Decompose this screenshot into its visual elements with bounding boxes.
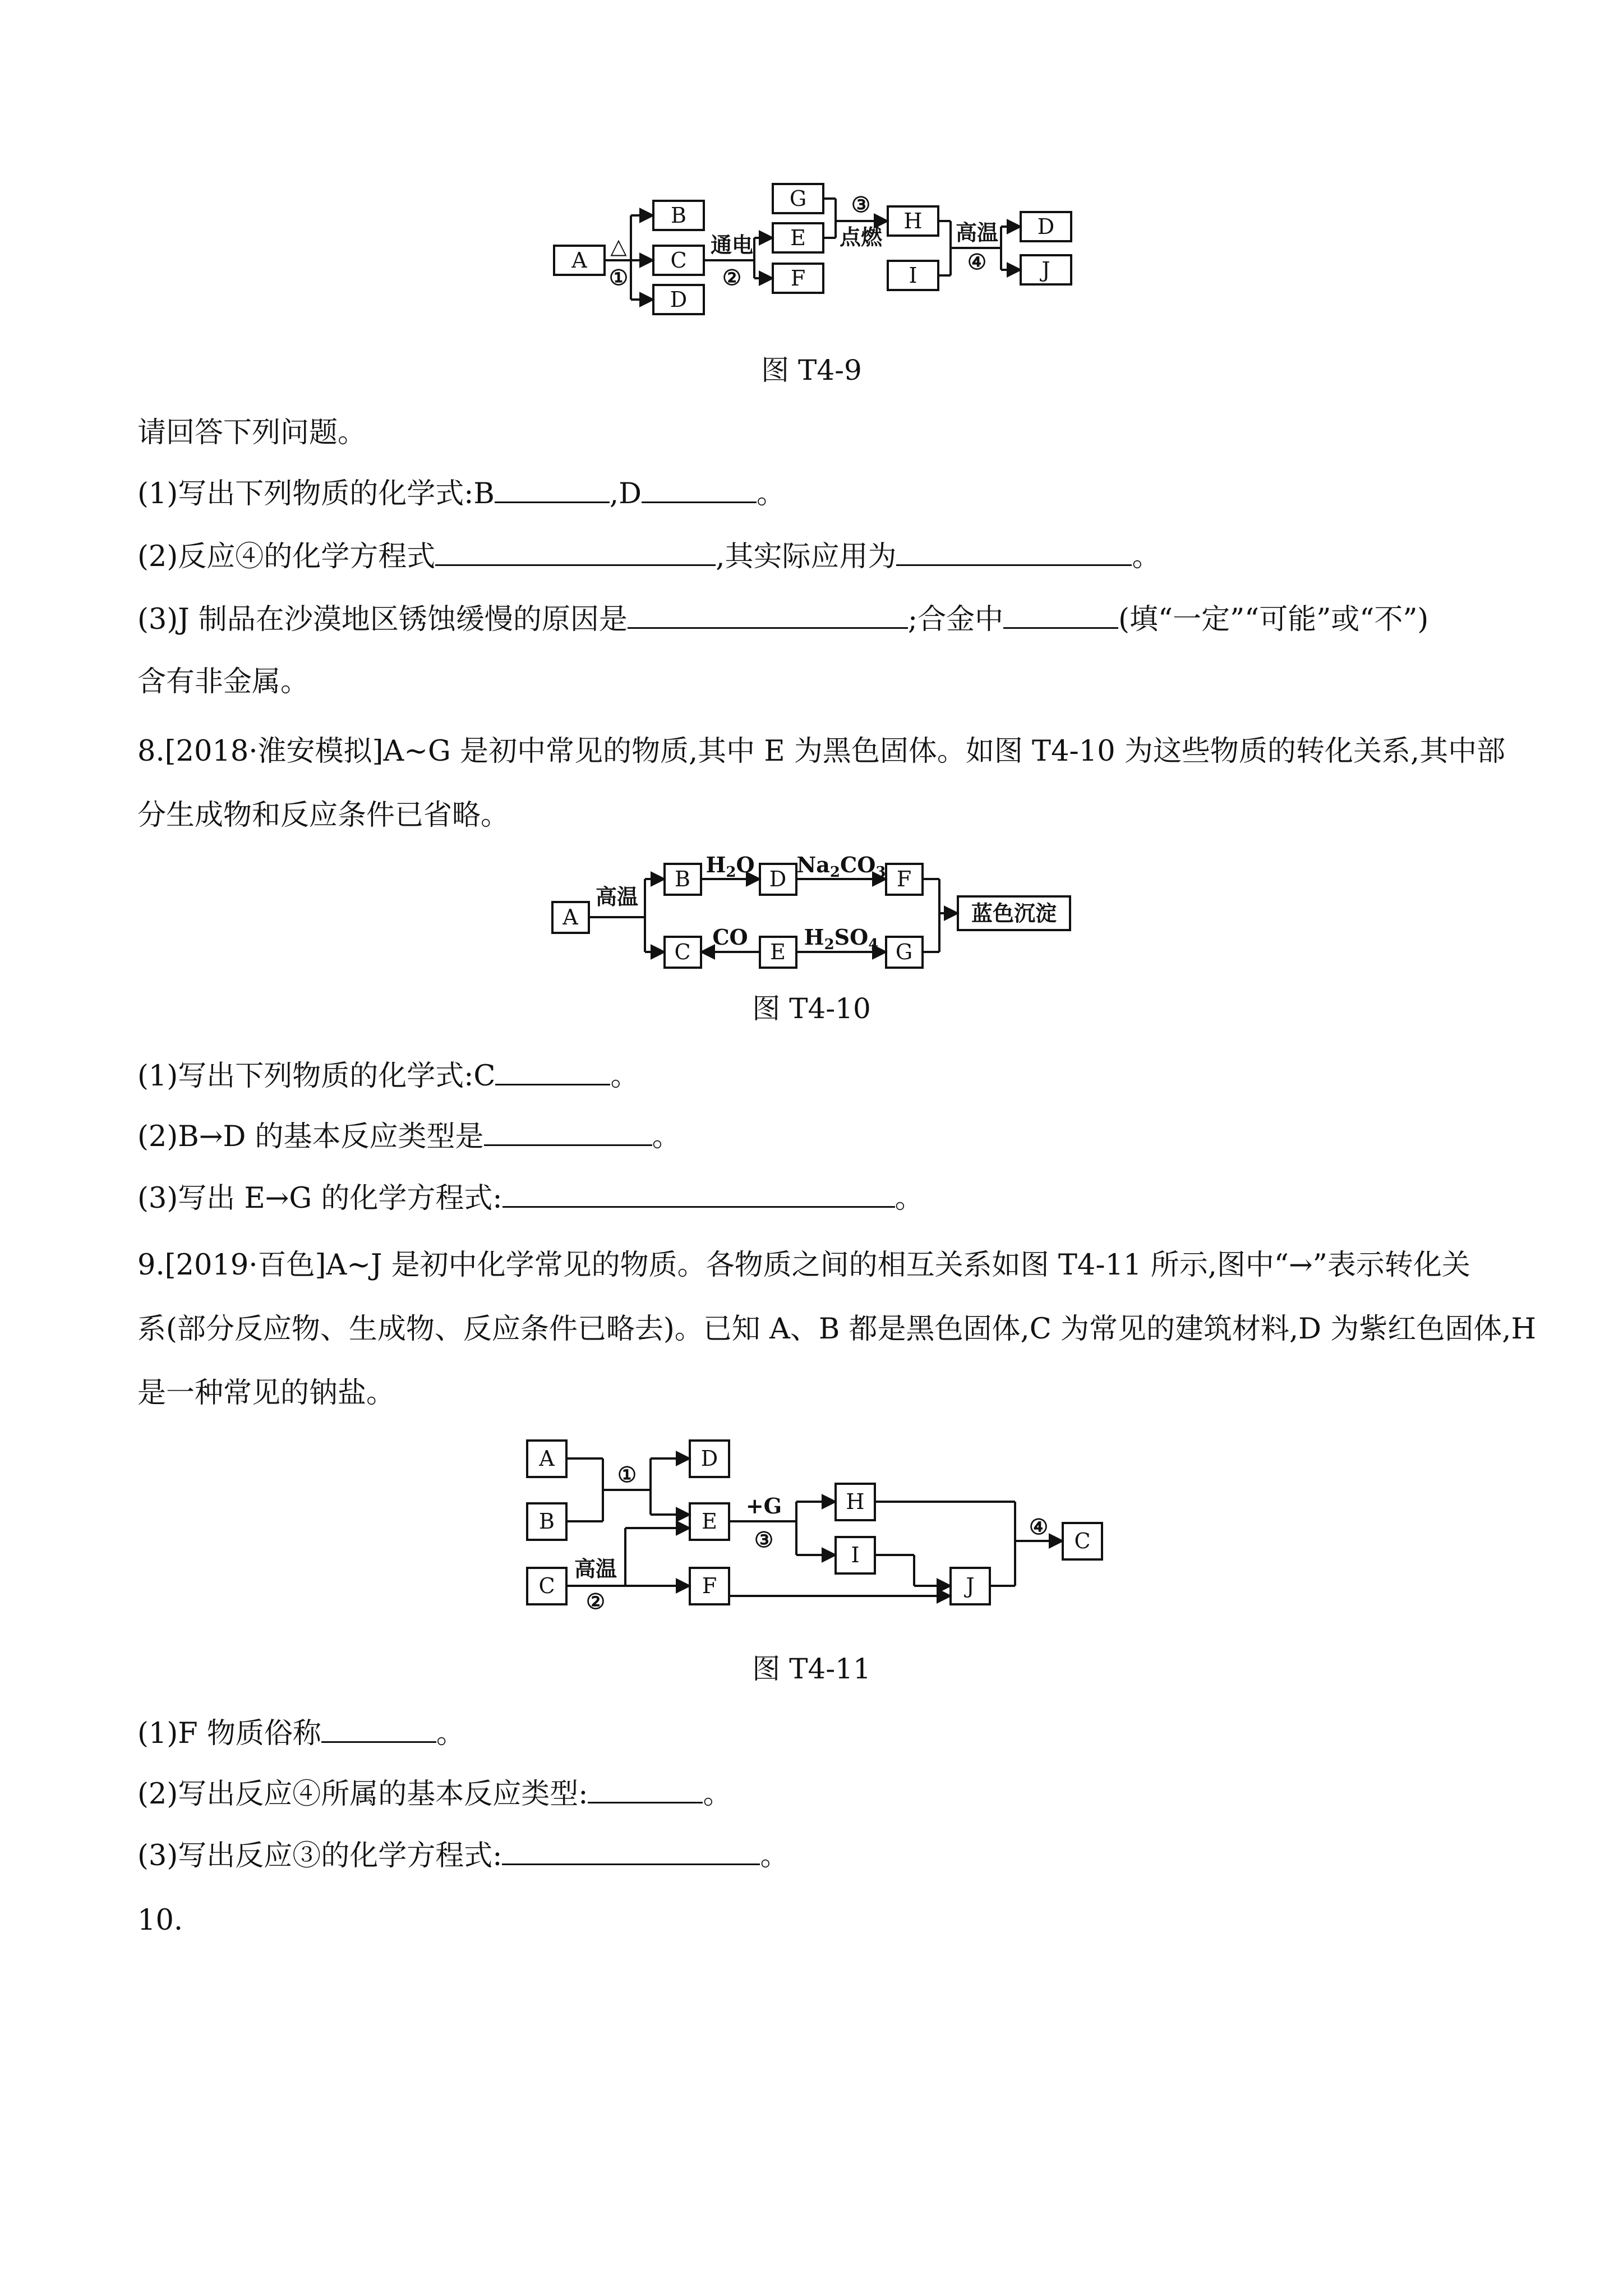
label-h: H [846,1489,865,1514]
label-c: C [674,940,691,964]
label-water: $H_2O$ [706,852,755,881]
answer-blank-equation-3[interactable] [502,1835,760,1865]
figure-t4-9 [0,0,1623,359]
label-j: J [966,1573,975,1598]
label-d: D [670,287,688,312]
q9-part-1 [137,1713,465,1754]
label-b: B [539,1509,555,1534]
label-ignite: 点燃 [839,224,883,250]
label-heat: △ [610,233,627,259]
answer-blank-application[interactable] [896,536,1132,566]
label-reaction-4: ④ [967,249,987,274]
q9-part-1-end: 。 [436,1717,465,1750]
q9-stem-line-1: 9.[2019·百色]A~J 是初中化学常见的物质。各物质之间的相互关系如图 T4-11 所示,图中“→”表示转化关 [137,1249,1470,1282]
q9-stem-line-2: 系(部分反应物、生成物、反应条件已略去)。已知 A、B 都是黑色固体,C 为常见的建筑材料,D 为紫红色固体,H [137,1313,1536,1346]
q9-stem-line-3: 是一种常见的钠盐。 [137,1377,395,1410]
q7-part-3-continued: 含有非金属。 [137,665,310,698]
q9-part-2-text: (2)写出反应④所属的基本反应类型: [137,1778,588,1811]
label-e: E [702,1509,717,1534]
figure-t4-10 [0,841,1623,976]
answer-blank-d[interactable] [642,473,757,503]
q8-part-2-end: 。 [652,1120,681,1153]
label-d-right: D [1037,214,1055,239]
q9-part-1-text: (1)F 物质俗称 [137,1717,321,1750]
label-b: B [671,203,686,228]
q7-part-3-end: (填“一定”“可能”或“不”) [1118,603,1429,636]
q7-part-3 [137,599,1428,640]
label-g: G [895,940,913,964]
label-carbon-monoxide: CO [712,924,748,950]
q8-stem-line-1: 8.[2018·淮安模拟]A~G 是初中常见的物质,其中 E 为黑色固体。如图 T4-10 为这些物质的转化关系,其中部 [137,735,1506,768]
q7-intro: 请回答下列问题。 [137,416,367,449]
q7-part-2-mid: ,其实际应用为 [716,540,897,573]
label-a: A [539,1446,555,1471]
q8-part-3-text: (3)写出 E→G 的化学方程式: [137,1182,502,1215]
label-reaction-2: ② [585,1589,606,1614]
q7-part-1-end: 。 [757,477,786,510]
answer-blank-e-to-g[interactable] [502,1178,895,1208]
figure-t4-11-caption: 图 T4-11 [752,1653,871,1685]
label-a: A [562,905,578,930]
q8-part-3-end: 。 [895,1182,924,1215]
label-b: B [675,867,690,891]
answer-blank-alloy[interactable] [1003,599,1118,629]
label-g: G [789,186,807,211]
answer-blank-reaction-type[interactable] [484,1116,652,1146]
q7-part-2-end: 。 [1132,540,1161,573]
q8-part-1 [137,1056,639,1097]
answer-blank-common-name[interactable] [321,1713,436,1743]
figure-t4-10-caption: 图 T4-10 [752,992,871,1025]
q9-part-3 [137,1835,789,1876]
answer-blank-reason[interactable] [628,599,908,629]
label-high-temp: 高温 [595,884,639,909]
figure-t4-9-caption: 图 T4-9 [761,354,862,386]
label-reaction-1: ① [617,1462,637,1487]
q9-part-2 [137,1774,731,1815]
answer-blank-b[interactable] [495,473,610,503]
label-sodium-carbonate: $Na_2CO_3$ [796,852,886,881]
label-reaction-2: ② [722,265,742,290]
label-reaction-1: ① [608,265,629,290]
q7-part-2-text: (2)反应④的化学方程式 [137,540,436,573]
q8-part-2-text: (2)B→D 的基本反应类型是 [137,1120,484,1153]
label-j: J [1041,257,1050,282]
q8-part-2 [137,1116,681,1157]
label-electrolysis: 通电 [710,232,754,257]
label-reaction-3: ③ [754,1527,774,1552]
label-i: I [909,263,917,288]
label-reaction-4: ④ [1029,1514,1049,1539]
label-a: A [571,248,587,273]
label-c: C [538,1573,555,1598]
answer-blank-reaction-type[interactable] [588,1774,703,1803]
label-e: E [770,940,786,964]
label-e: E [790,226,806,250]
label-high-temp: 高温 [955,220,999,245]
q9-part-3-text: (3)写出反应③的化学方程式: [137,1839,502,1872]
q7-part-3-mid: ;合金中 [907,603,1004,636]
label-f: F [896,867,912,891]
label-d: D [769,867,787,891]
label-c-right: C [1074,1529,1091,1553]
label-plus-g: +G [745,1493,782,1519]
label-reaction-3: ③ [851,192,871,217]
answer-blank-c[interactable] [495,1056,610,1085]
q10-number: 10. [137,1904,183,1937]
q9-part-2-end: 。 [703,1778,732,1811]
q7-part-1-mid: ,D [609,477,642,510]
q7-part-3-text: (3)J 制品在沙漠地区锈蚀缓慢的原因是 [137,603,628,636]
label-f: F [702,1573,717,1598]
q9-part-3-end: 。 [760,1839,789,1872]
q8-stem-line-2: 分生成物和反应条件已省略。 [137,799,510,832]
label-high-temp: 高温 [574,1556,617,1581]
label-i: I [851,1543,860,1567]
q7-part-2 [137,536,1160,577]
q7-part-1 [137,473,785,514]
q8-part-3 [137,1178,924,1219]
q7-part-1-text: (1)写出下列物质的化学式:B [137,477,495,510]
label-c: C [670,248,687,273]
label-d: D [700,1446,718,1471]
figure-t4-11 [0,1425,1623,1638]
label-h: H [903,209,923,233]
q8-part-1-end: 。 [610,1060,639,1093]
label-blue-precipitate: 蓝色沉淀 [971,900,1057,926]
label-sulfuric-acid: $H_2SO_4$ [804,924,879,953]
answer-blank-equation[interactable] [435,536,716,566]
label-f: F [790,266,806,291]
q8-part-1-text: (1)写出下列物质的化学式:C [137,1060,496,1093]
